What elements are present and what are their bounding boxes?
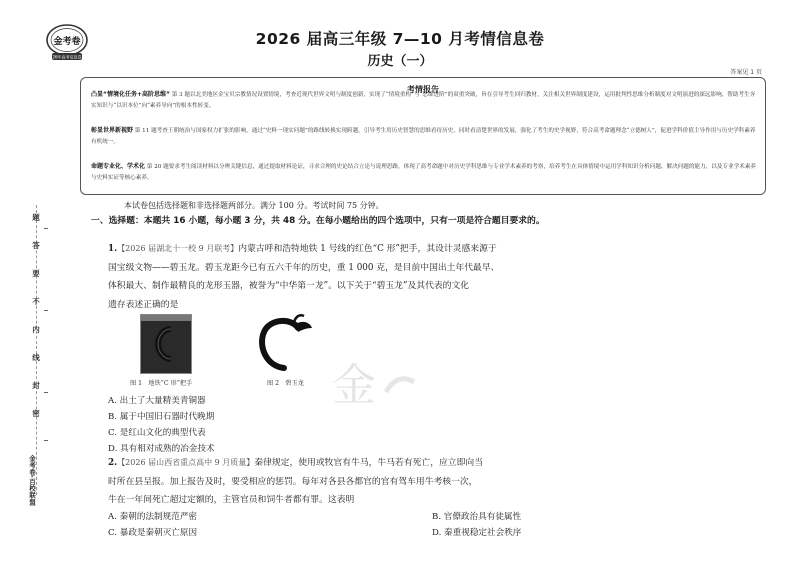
binding-char: 内 [32,325,40,334]
watermark-graphic [328,352,418,416]
question-line: 体积最大、制作最精良的龙形玉器，被誉为“中华第一龙”。以下关于“碧玉龙”及其代表的文化 [108,281,470,291]
report-row-text: 第 11 题考查王朝统治与国家权力扩张的影响，通过“史料一现实问题”的路线转换实现跨越，引导考生用历史智慧的思维看待历史，同时看清楚世界的发展，强化了考生的史学视野，符合高考命题理念“立德树人”，促进学科价值主导作用与历史学科素养有机统一。 [91,128,756,145]
svg-text:金: 金 [332,360,376,411]
option: C. 暴政是秦朝灭亡原因 [108,528,198,538]
binding-tick [44,310,48,311]
figure-2-caption: 图 2 碧玉龙 [267,380,304,387]
logo-text: 金考卷 [53,37,81,47]
option: A. 秦朝的法制规范严密 [108,512,198,522]
option: D. 具有相对成熟的冶金技术 [108,444,215,454]
question-1 [108,240,764,314]
question-line [108,454,764,473]
question-line: 时所在县呈报。加上报告及时，要受相应的惩罚。每年对各县各都官的官有驾车用牛考核一次， [108,476,478,487]
figure-1-caption: 图 1 地铁“C 形”把手 [130,380,193,387]
binding-char: 线 [32,353,40,362]
report-row [91,126,756,147]
report-row-text: 第 20 题要求考生阅读材料以分辨关键信息，通过提取材料论证，寻求合理的史论结合立论与说理思路，体现了高考命题中对历史学科思维与专业学术素养的考察，培养考生在具体情境中运用学科知识分析问题、解决问题的能力，以及专业学术素养与史料实证等核心素养。 [91,164,757,181]
binding-tick [44,228,48,229]
binding-char: 密 [32,409,40,418]
question-number: 2. [108,458,118,468]
question-line: 牛在一年间死亡超过定额的，主管官员和饲牛者都有罪。这表明 [108,495,355,505]
report-row-text: 第 3 题以北美地区金宝贝宗教情况设置情境，考查近现代世界文明与制度创新，实现了“情境重构”与“思维进阶”的双重突破，旨在引导考生回归教材，关注相关世界制度建设，运用批判性思维分析制度对文明演进的深远影响，帮助考生夯实知识与“以识本位”向“素养导向”的根本性转变。 [91,92,756,109]
jade-dragon-graphic [252,312,316,374]
binding-tick [44,392,48,393]
option: A. 出土了大量精美青铜器 [108,396,206,406]
logo-subtext: 26年高考信息卷 [52,54,82,60]
binding-char: 封 [32,381,40,390]
option: B. 官僚政治具有徒属性 [432,512,522,522]
option: D. 秦重视稳定社会秩序 [432,528,522,538]
report-row-label: 命题专业化、学术化 [91,163,146,170]
question-line: 国宝级文物——碧玉龙。碧玉龙距今已有五六千年的历史，重 1 000 克，是目前中国出土年代最早、 [108,262,500,273]
answer-page-note: 答案见 1 页 [730,69,762,76]
question-line [108,240,764,259]
figure-subway-handle [140,314,192,374]
question-text: 内蒙古呼和浩特地铁 1 号线的红色“C 形”把手，其设计灵感来源于 [238,244,497,254]
watermark-logo [328,352,418,416]
handle-rail [141,315,191,321]
option: C. 是红山文化的典型代表 [108,428,206,438]
question-number: 1. [108,244,118,254]
figure-jade-dragon [252,312,316,374]
report-row [91,90,756,111]
question-source: 【2026 届湖北十一校 9 月联考】 [117,244,239,253]
question-text: 秦律规定，使用或牧官有牛马，牛马若有死亡，应立即向当 [254,458,483,468]
question-line: 遗存表述正确的是 [108,299,179,310]
binding-brand: 金考卷·百校联盟 [28,455,36,506]
binding-char: 不 [32,297,40,306]
question-2 [108,454,764,510]
section-heading: 一、选择题：本题共 16 小题，每小题 3 分，共 48 分。在每小题给出的四个选项中，只有一项是符合题目要求的。 [91,216,545,226]
exam-instructions: 本试卷包括选择题和非选择题两部分。满分 100 分。考试时间 75 分钟。 [124,201,384,210]
option: B. 属于中国旧石器时代晚期 [108,412,215,422]
question-source: 【2026 届山西省重点高中 9 月质量】 [117,458,255,467]
binding-char: 要 [32,269,40,278]
binding-char: 题 [32,213,40,222]
exam-title: 2026 届高三年级 7—10 月考情信息卷 [255,30,545,48]
report-title: 考情报告 [81,77,765,96]
exam-subject: 历史（一） [367,54,433,69]
binding-char: 答 [32,241,40,250]
c-handle-graphic [141,315,191,373]
binding-tick [44,440,48,441]
report-row-label: 凸显“情境化任务+高阶思维” [91,91,170,98]
report-row [91,162,756,183]
exam-report-box [80,77,766,195]
report-row-label: 彰显世界新视野 [91,127,134,134]
